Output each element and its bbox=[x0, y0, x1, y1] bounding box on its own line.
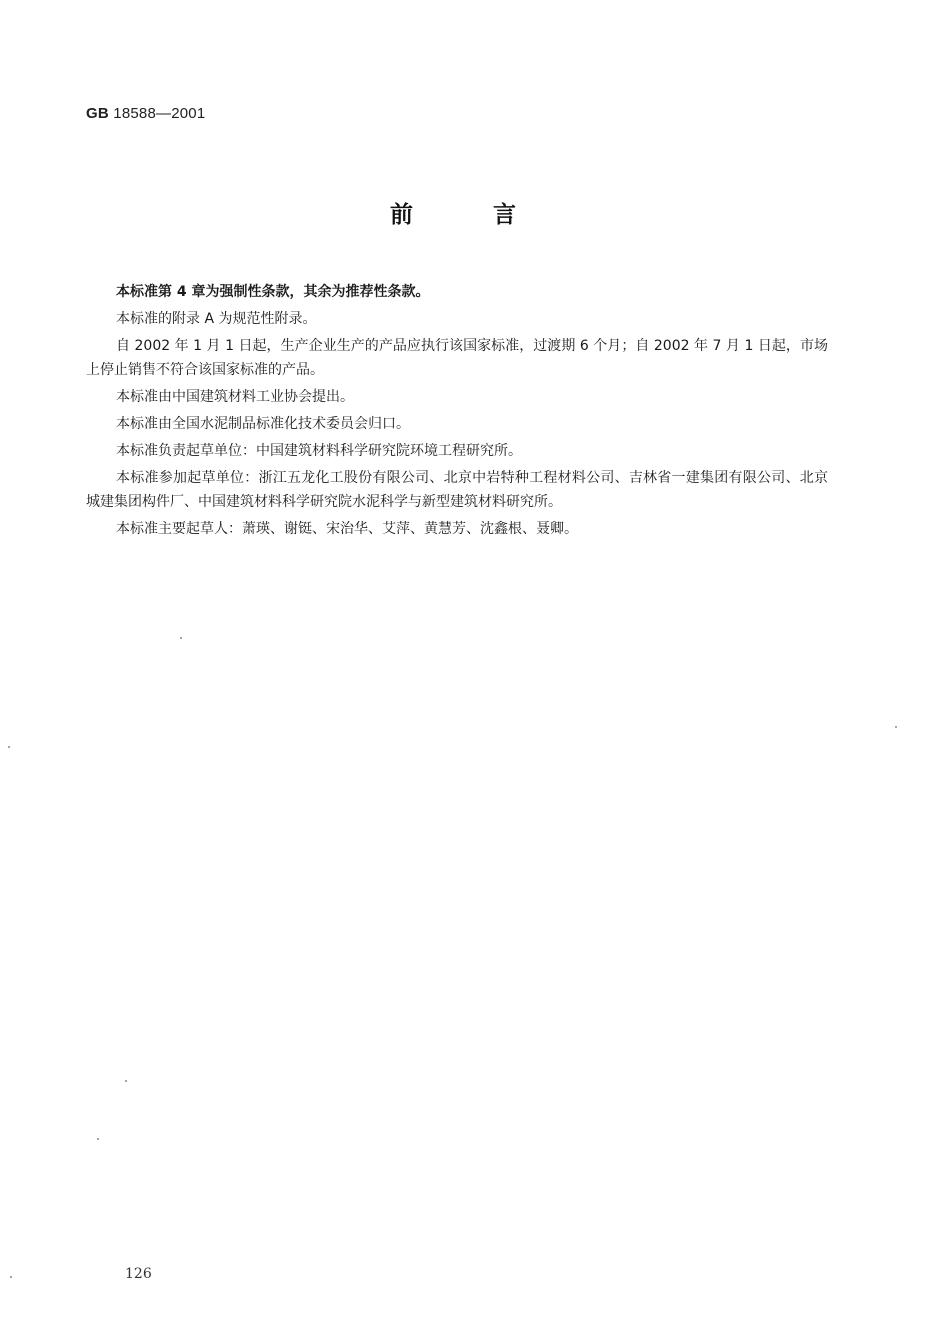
paragraph-participating-units: 本标准参加起草单位：浙江五龙化工股份有限公司、北京中岩特种工程材料公司、吉林省一建集团有限公司、北京城建集团构件厂、中国建筑材料科学研究院水泥科学与新型建筑材料研究所。 bbox=[86, 470, 828, 510]
paragraph-mandatory-clause: 本标准第 4 章为强制性条款，其余为推荐性条款。 bbox=[116, 284, 430, 300]
standard-number: 18588—2001 bbox=[113, 105, 206, 122]
foreword-body bbox=[86, 280, 828, 544]
paragraph-effective-date: 自 2002 年 1 月 1 日起，生产企业生产的产品应执行该国家标准，过渡期 6 个月；自 2002 年 7 月 1 日起，市场上停止销售不符合该国家标准的产品。 bbox=[86, 338, 828, 378]
scan-speck bbox=[97, 1138, 99, 1140]
scan-speck bbox=[10, 1276, 12, 1278]
scan-speck bbox=[180, 637, 182, 639]
standard-prefix: GB bbox=[86, 105, 109, 122]
scan-speck bbox=[125, 1080, 127, 1082]
paragraph-drafting-unit: 本标准负责起草单位：中国建筑材料科学研究院环境工程研究所。 bbox=[116, 443, 522, 459]
standard-code bbox=[86, 105, 205, 122]
paragraph-proposed-by: 本标准由中国建筑材料工业协会提出。 bbox=[116, 389, 354, 405]
paragraph-centralized-by: 本标准由全国水泥制品标准化技术委员会归口。 bbox=[116, 416, 410, 432]
page-title: 前言 bbox=[390, 202, 596, 228]
scan-speck bbox=[8, 746, 10, 748]
page-number: 126 bbox=[125, 1266, 152, 1282]
paragraph-main-drafters: 本标准主要起草人：萧瑛、谢铤、宋治华、艾萍、黄慧芳、沈鑫根、聂卿。 bbox=[116, 521, 578, 537]
scan-speck bbox=[895, 726, 897, 728]
paragraph-annex: 本标准的附录 A 为规范性附录。 bbox=[116, 311, 317, 327]
